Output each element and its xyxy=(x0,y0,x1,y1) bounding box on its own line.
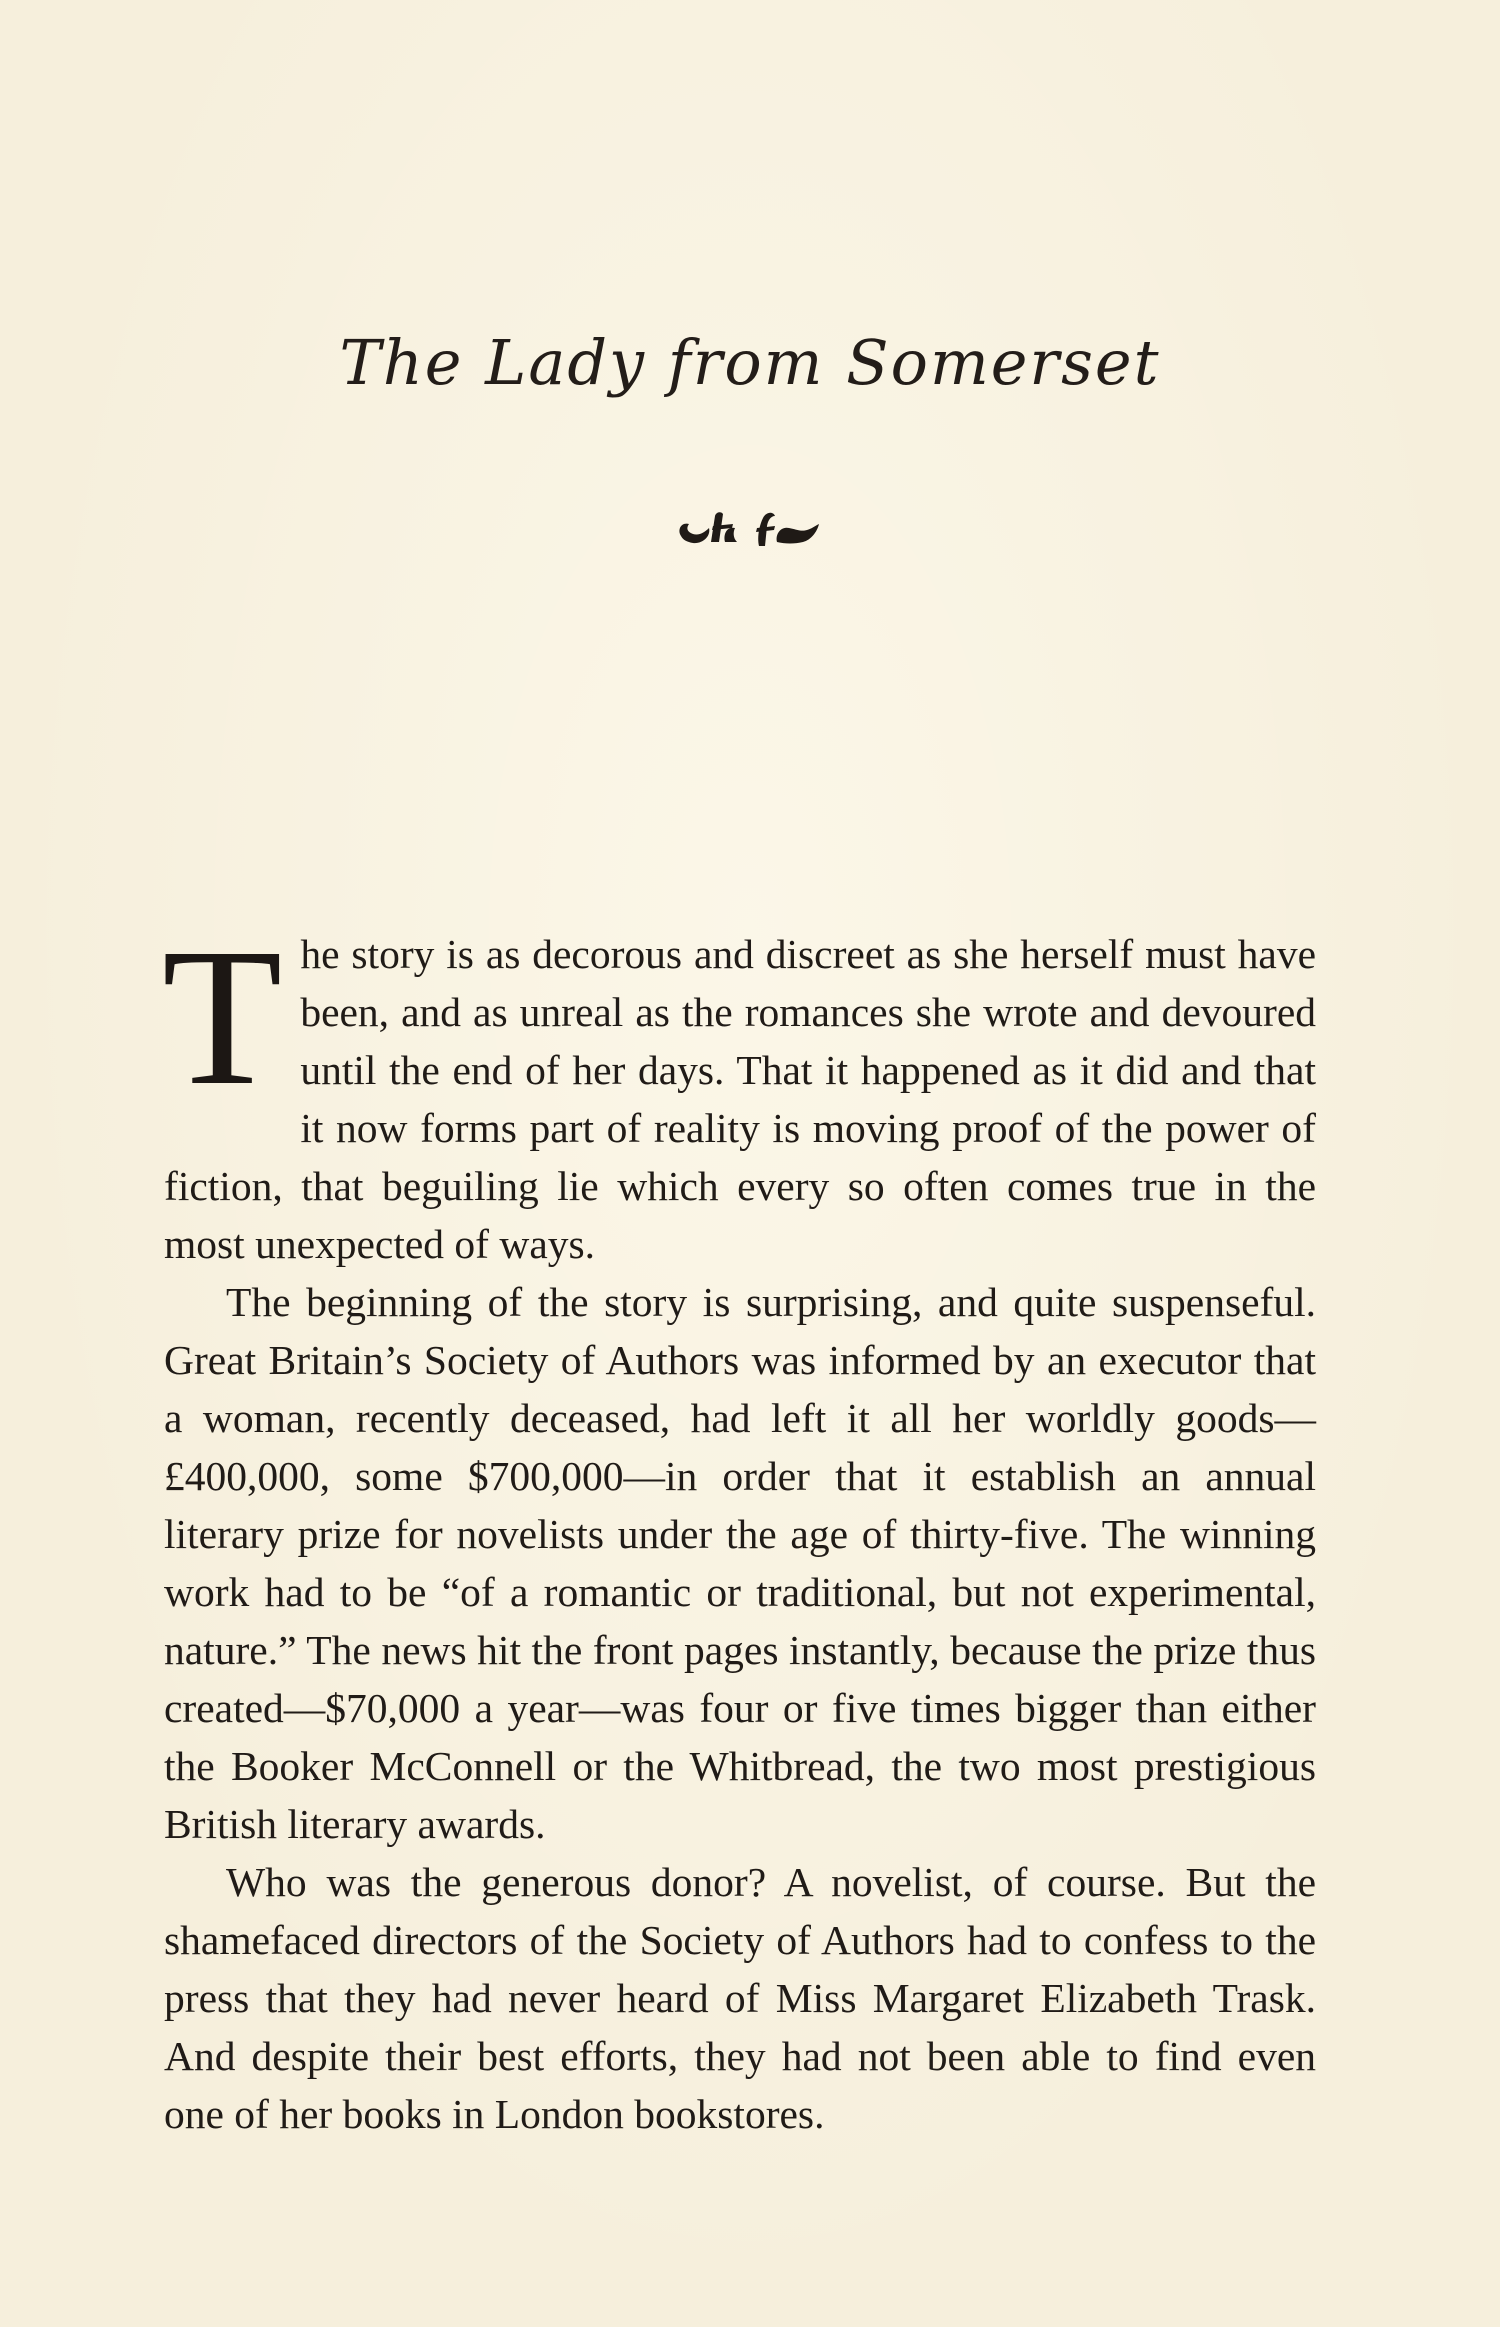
paragraph-1 xyxy=(162,907,1316,1273)
chapter-title: The Lady from Somerset xyxy=(339,326,1161,399)
paragraph-1-text: he story is as decorous and discreet as she herself must have been, and as unreal as the romances she wrote and devoured until the end of her days. That it happened as it did and that it now forms part of reality is moving proof of the power of fiction, that beguiling lie which every so often comes true in the most unexpected of ways. xyxy=(164,931,1316,1267)
paragraph-2: The beginning of the story is surprising, and quite suspenseful. Great Britain’s Society of Authors was informed by an executor that a woman, recently deceased, had left it all her worldly goods—£400,000, some $700,000—in order that it establish an annual literary prize for novelists under the age of thirty-five. The winning work had to be “of a romantic or traditional, but not experimental, nature.” The news hit the front pages instantly, because the prize thus created—$70,000 a year—was four or five times bigger than either the Booker McConnell or the Whitbread, the two most prestigious British literary awards. xyxy=(164,1279,1316,1847)
chapter-body xyxy=(162,907,1316,2143)
fleuron-ornament-icon xyxy=(0,500,1500,560)
drop-cap: T xyxy=(162,907,283,1126)
paragraph-3: Who was the generous donor? A novelist, of course. But the shamefaced directors of the Society of Authors had to confess to the press that they had never heard of Miss Margaret Elizabeth Trask. And despite their best efforts, they had not been able to find even one of her books in London bookstores. xyxy=(164,1859,1316,2137)
